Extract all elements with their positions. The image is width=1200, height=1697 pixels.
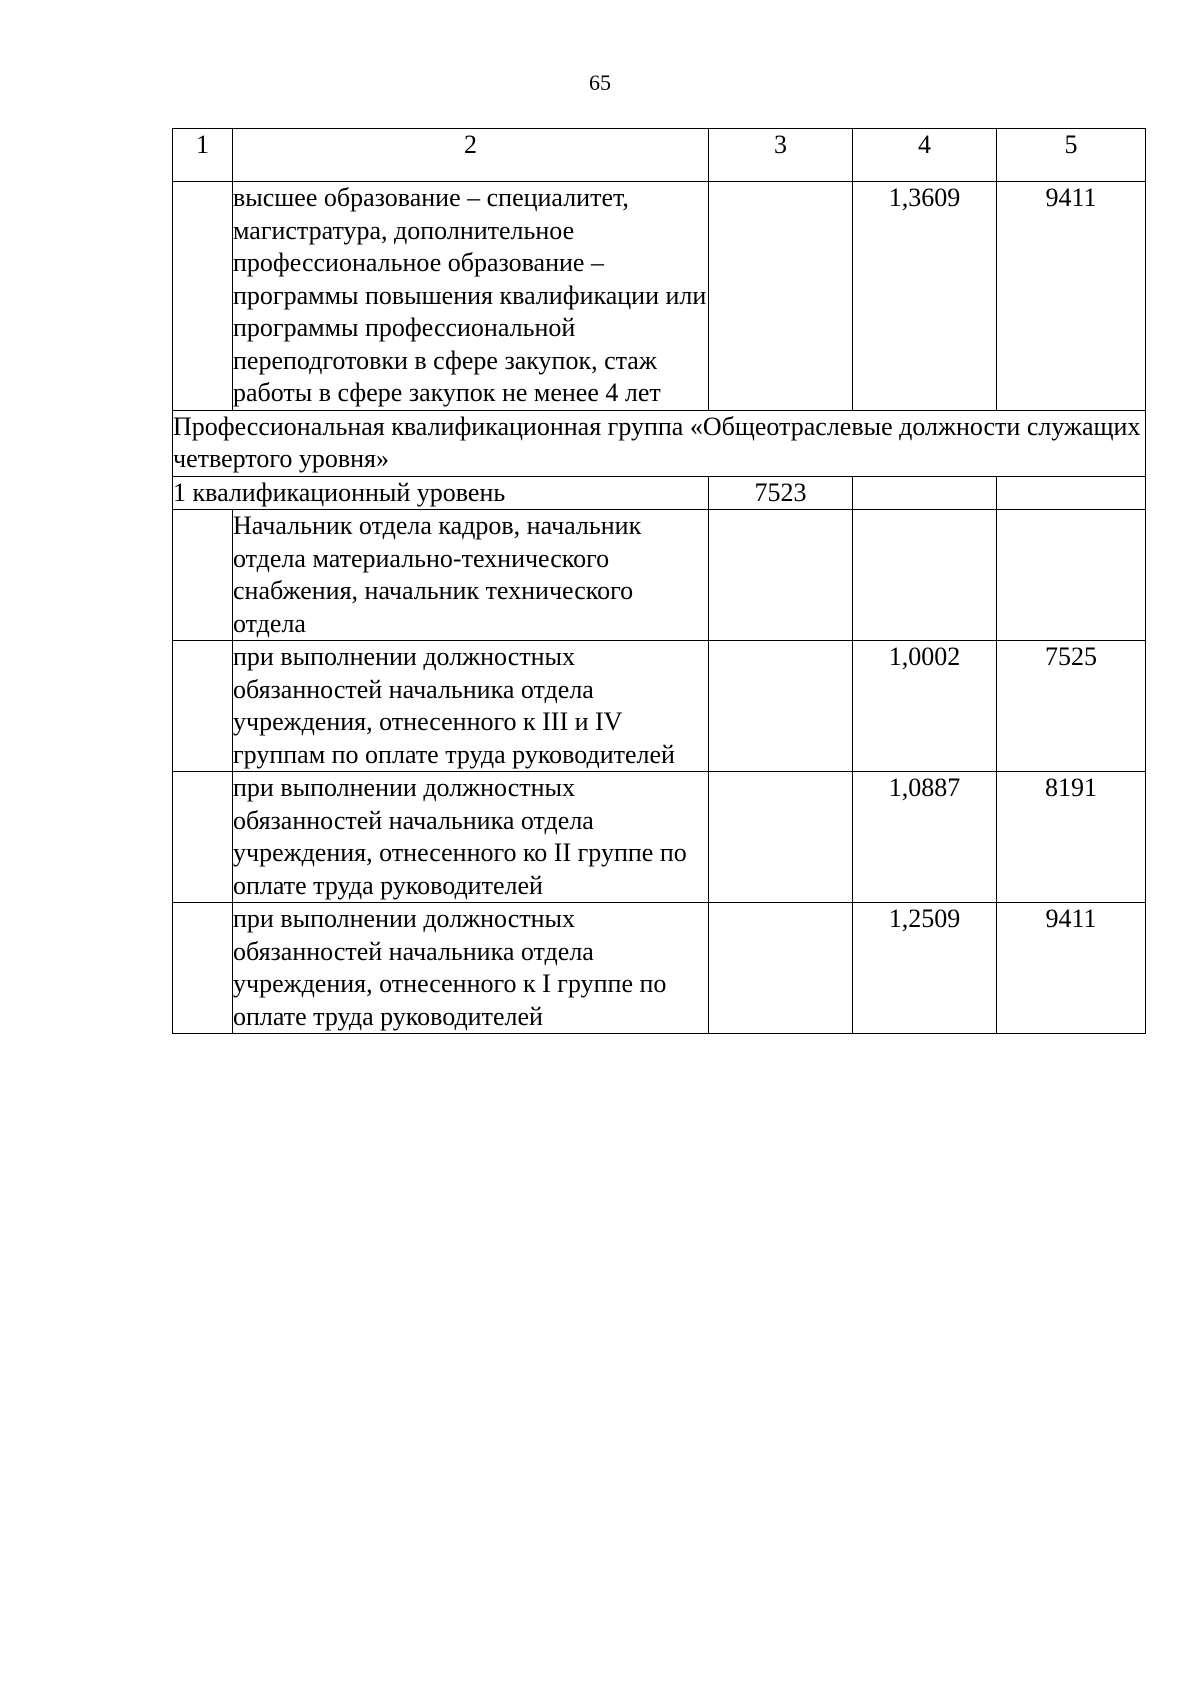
group-title: Профессиональная квалификационная группа «Общеотраслевые должности служащих четвертого уровня» — [173, 410, 1146, 476]
salary-cell — [997, 510, 1146, 641]
salary-cell: 8191 — [997, 772, 1146, 903]
coefficient-cell: 1,0887 — [853, 772, 997, 903]
base-salary-cell — [709, 641, 853, 772]
position-description: при выполнении должностных обязанностей начальника отдела учреждения, отнесенного к III и IV группам по оплате труда руководителей — [233, 641, 709, 772]
coefficient-cell — [853, 510, 997, 641]
coefficient-cell: 1,3609 — [853, 182, 997, 411]
base-salary-cell — [709, 772, 853, 903]
level-row — [173, 476, 1146, 510]
empty-cell — [173, 903, 233, 1034]
base-salary-cell — [709, 903, 853, 1034]
page-number: 65 — [589, 70, 611, 95]
table-row — [173, 772, 1146, 903]
base-salary-cell — [709, 510, 853, 641]
empty-cell — [173, 772, 233, 903]
base-salary-cell — [709, 182, 853, 411]
table-row — [173, 641, 1146, 772]
header-cell: 4 — [853, 129, 997, 182]
empty-cell — [173, 641, 233, 772]
empty-cell — [173, 510, 233, 641]
position-description: при выполнении должностных обязанностей начальника отдела учреждения, отнесенного к I группе по оплате труда руководителей — [233, 903, 709, 1034]
table-row — [173, 182, 1146, 411]
table-header-row — [173, 129, 1146, 182]
header-cell: 5 — [997, 129, 1146, 182]
position-description: Начальник отдела кадров, начальник отдела материально-технического снабжения, начальник технического отдела — [233, 510, 709, 641]
salary-cell: 9411 — [997, 903, 1146, 1034]
empty-cell — [173, 182, 233, 411]
qualification-level: 1 квалификационный уровень — [173, 476, 709, 510]
header-cell: 1 — [173, 129, 233, 182]
salary-table — [172, 128, 1146, 1034]
position-description: при выполнении должностных обязанностей начальника отдела учреждения, отнесенного ко II группе по оплате труда руководителей — [233, 772, 709, 903]
salary-cell: 7525 — [997, 641, 1146, 772]
table-row — [173, 510, 1146, 641]
group-row — [173, 410, 1146, 476]
empty-cell — [853, 476, 997, 510]
empty-cell — [997, 476, 1146, 510]
table-row — [173, 903, 1146, 1034]
salary-cell: 9411 — [997, 182, 1146, 411]
coefficient-cell: 1,2509 — [853, 903, 997, 1034]
header-cell: 2 — [233, 129, 709, 182]
base-salary-cell: 7523 — [709, 476, 853, 510]
coefficient-cell: 1,0002 — [853, 641, 997, 772]
position-description: высшее образование – специалитет, магистратура, дополнительное профессиональное образование – программы повышения квалификации или программы профессиональной переподготовки в сфере закупок, стаж работы в сфере закупок не менее 4 лет — [233, 182, 709, 411]
header-cell: 3 — [709, 129, 853, 182]
